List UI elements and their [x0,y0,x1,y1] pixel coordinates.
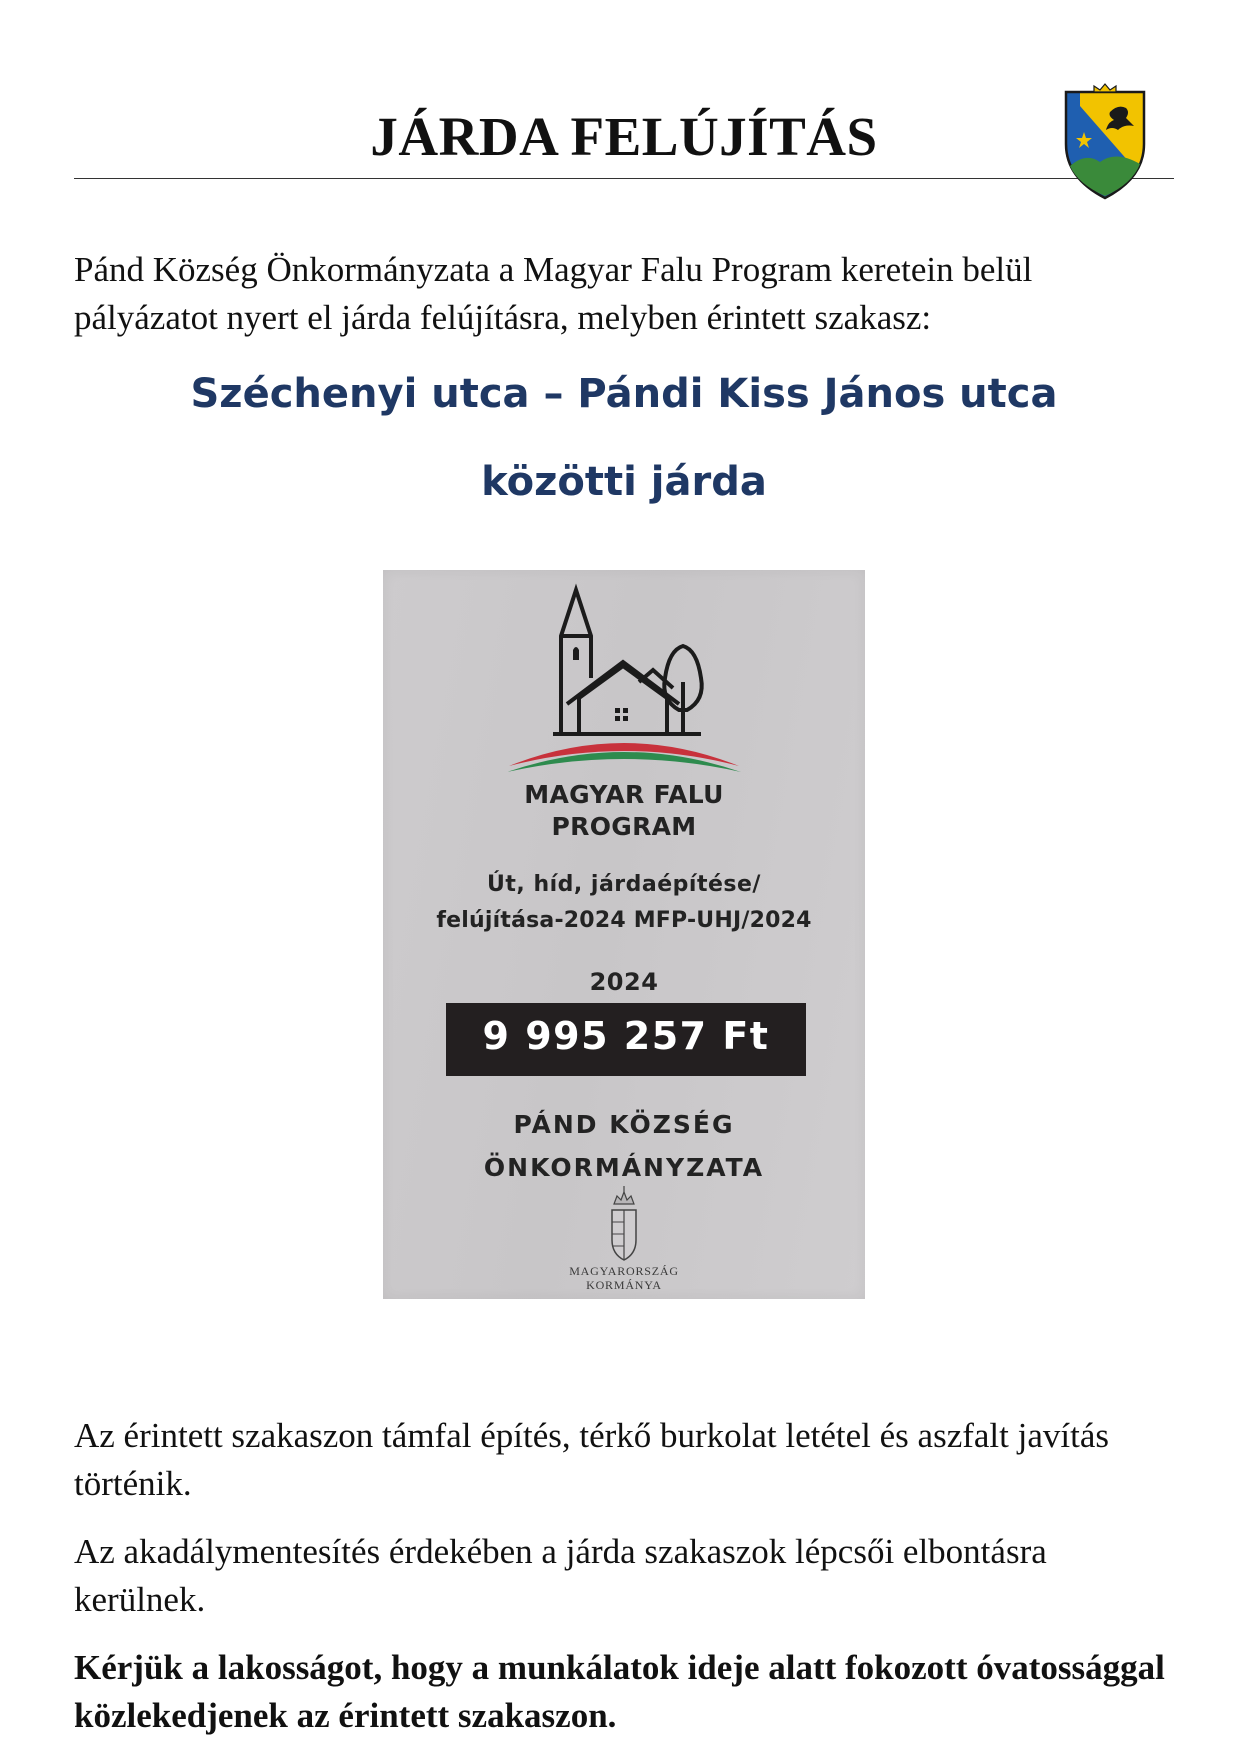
program-name-line2: PROGRAM [551,812,697,841]
grant-amount-box [446,1003,806,1076]
municipal-coat-of-arms-icon [1060,82,1150,202]
accessibility-paragraph: Az akadálymentesítés érdekében a járda szakaszok lépcsői elbontásra kerülnek. [74,1532,1047,1619]
beneficiary-line1: PÁND KÖZSÉG [513,1110,735,1139]
government-label-line1: MAGYARORSZÁG [569,1264,679,1278]
hungarian-coat-of-arms-icon [612,1186,636,1260]
title-underline [74,178,1174,179]
caution-request-paragraph: Kérjük a lakosságot, hogy a munkálatok ideje alatt fokozott óvatossággal közlekedjenek az érintett szakaszon. [74,1648,1165,1735]
beneficiary-line2: ÖNKORMÁNYZATA [483,1153,765,1182]
program-subtitle-line1: Út, híd, járdaépítése/ [487,872,761,897]
program-name-line1: MAGYAR FALU [524,780,724,809]
street-section-line1: Széchenyi utca – Pándi Kiss János utca [190,371,1058,417]
program-subtitle-line2: felújítása-2024 MFP-UHJ/2024 [436,908,812,933]
government-label-line2: KORMÁNYA [586,1278,662,1292]
village-church-house-tree-icon [553,590,702,734]
page-title: JÁRDA FELÚJÍTÁS [370,106,878,167]
program-year: 2024 [589,968,659,996]
street-section-line2: közötti járda [481,459,767,505]
intro-paragraph: Pánd Község Önkormányzata a Magyar Falu Program keretein belül pályázatot nyert el járda felújításra, melyben érintett szakasz: [74,250,1033,337]
grant-amount: 9 995 257 Ft [482,1014,770,1058]
program-sign-photo [383,570,865,1299]
works-paragraph: Az érintett szakaszon támfal építés, térkő burkolat letétel és aszfalt javítás történik. [74,1416,1109,1503]
